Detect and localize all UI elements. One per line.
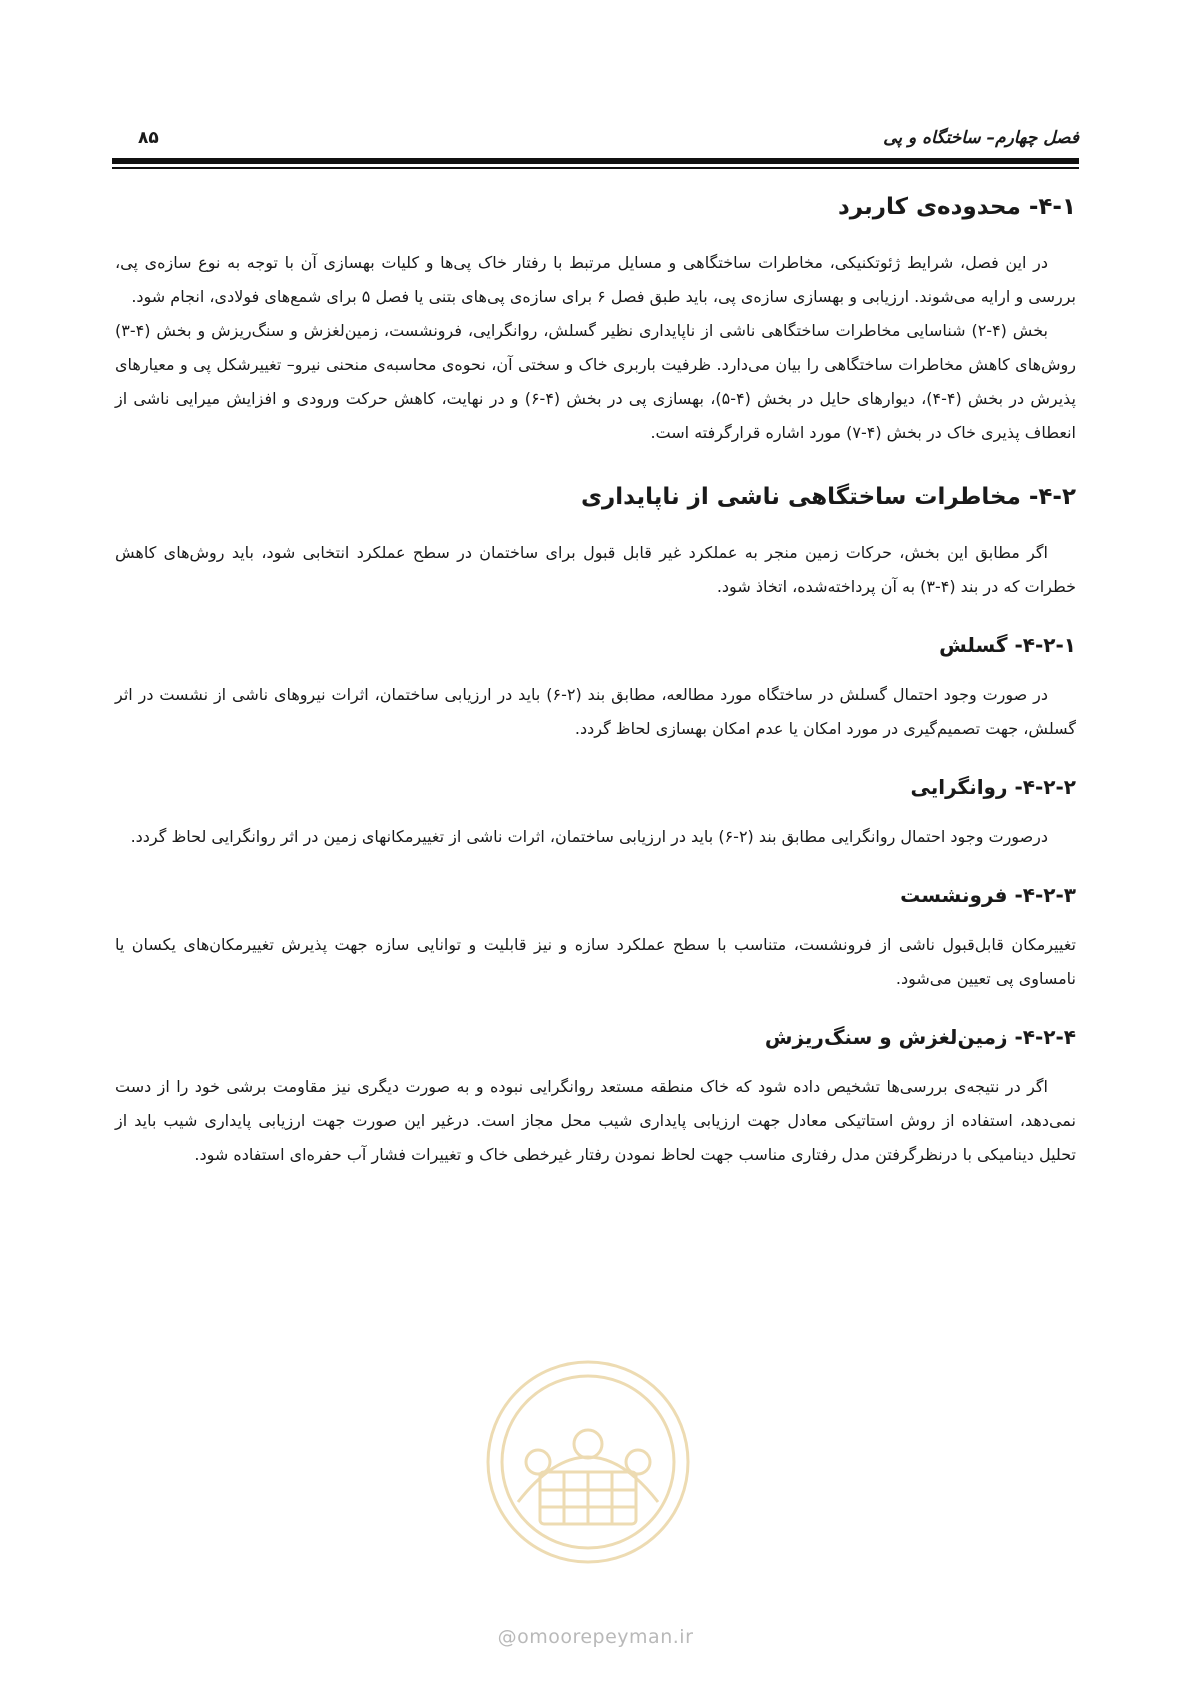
- section-heading-4-1: ۴-۱- محدوده‌ی کاربرد: [837, 194, 1076, 220]
- main-content: [115, 190, 1076, 1172]
- paragraph: اگر مطابق این بخش، حرکات زمین منجر به عملکرد غیر قابل قبول برای ساختمان در سطح عملکرد انتخابی شود، باید روش‌های کاهش خطرات که در بند (۴-۳) به آن پرداخته‌شده، اتخاذ شود.: [115, 543, 1076, 596]
- paragraph: در این فصل، شرایط ژئوتکنیکی، مخاطرات ساختگاهی و مسایل مرتبط با رفتار خاک پی‌ها و کلیات بهسازی آن با توجه به نوع سازه‌ی پی، بررسی و ارایه می‌شوند. ارزیابی و بهسازی سازه‌ی پی، باید طبق فصل ۶ برای سازه‌ی پی‌های بتنی یا فصل ۵ برای شمع‌های فولادی، انجام شود.: [115, 253, 1076, 306]
- page-number: ۸۵: [138, 128, 159, 148]
- paragraph: درصورت وجود احتمال روانگرایی مطابق بند (۲-۶) باید در ارزیابی ساختمان، اثرات ناشی از تغییرمکانهای زمین در اثر روانگرایی لحاظ گردد.: [130, 827, 1048, 846]
- paragraph: اگر در نتیجه‌ی بررسی‌ها تشخیص داده شود که خاک منطقه مستعد روانگرایی نبوده و به صورت دیگری نیز مقاومت برشی خود را از دست نمی‌دهد، استفاده از روش استاتیکی معادل جهت ارزیابی پایداری شیب محل مجاز است. درغیر این صورت جهت ارزیابی پایداری شیب باید از تحلیل دینامیکی با درنظرگرفتن مدل رفتاری مناسب جهت لحاظ نمودن رفتار غیرخطی خاک و تغییرات فشار آب حفره‌ای استفاده شود.: [115, 1077, 1076, 1164]
- subsection-heading-4-2-1: ۴-۲-۱- گسلش: [939, 633, 1076, 657]
- subsection-heading-4-2-2: ۴-۲-۲- روانگرایی: [910, 775, 1076, 799]
- running-header: [112, 124, 1079, 154]
- paragraph: تغییرمکان قابل‌قبول ناشی از فرونشست، متناسب با سطح عملکرد سازه و نیز قابلیت و توانایی سازه جهت پذیرش تغییرمکان‌های یکسان یا نامساوی پی تعیین می‌شود.: [115, 935, 1076, 988]
- header-rule-thin: [112, 167, 1079, 169]
- subsection-heading-4-2-4: ۴-۲-۴- زمین‌لغزش و سنگ‌ریزش: [764, 1025, 1076, 1049]
- header-rule-thick: [112, 158, 1079, 164]
- chapter-title: فصل چهارم– ساختگاه و پی: [883, 128, 1079, 148]
- section-heading-4-2: ۴-۲- مخاطرات ساختگاهی ناشی از ناپایداری: [580, 484, 1076, 510]
- watermark-site-text: @omoorepeyman.ir: [497, 1626, 694, 1648]
- paragraph: بخش (۴-۲) شناسایی مخاطرات ساختگاهی ناشی از ناپایداری نظیر گسلش، روانگرایی، فرونشست، زمین‌لغزش و سنگ‌ریزش و بخش (۴-۳) روش‌های کاهش مخاطرات ساختگاهی را بیان می‌دارد. ظرفیت باربری خاک و سختی آن، نحوه‌ی محاسبه‌ی منحنی نیرو– تغییرشکل پی و معیارهای پذیرش در بخش (۴-۴)، دیوارهای حایل در بخش (۴-۵)، بهسازی پی در بخش (۴-۶) و در نهایت، کاهش حرکت ورودی و افزایش میرایی ناشی از انعطاف پذیری خاک در بخش (۴-۷) مورد اشاره قرارگرفته است.: [115, 321, 1076, 442]
- subsection-heading-4-2-3: ۴-۲-۳- فرونشست: [900, 883, 1076, 907]
- paragraph: در صورت وجود احتمال گسلش در ساختگاه مورد مطالعه، مطابق بند (۲-۶) باید در ارزیابی ساختمان، اثرات نیروهای ناشی از نشست در اثر گسلش، جهت تصمیم‌گیری در مورد امکان یا عدم امکان بهسازی لحاظ گردد.: [115, 685, 1076, 738]
- watermark-seal-icon: [478, 1352, 698, 1572]
